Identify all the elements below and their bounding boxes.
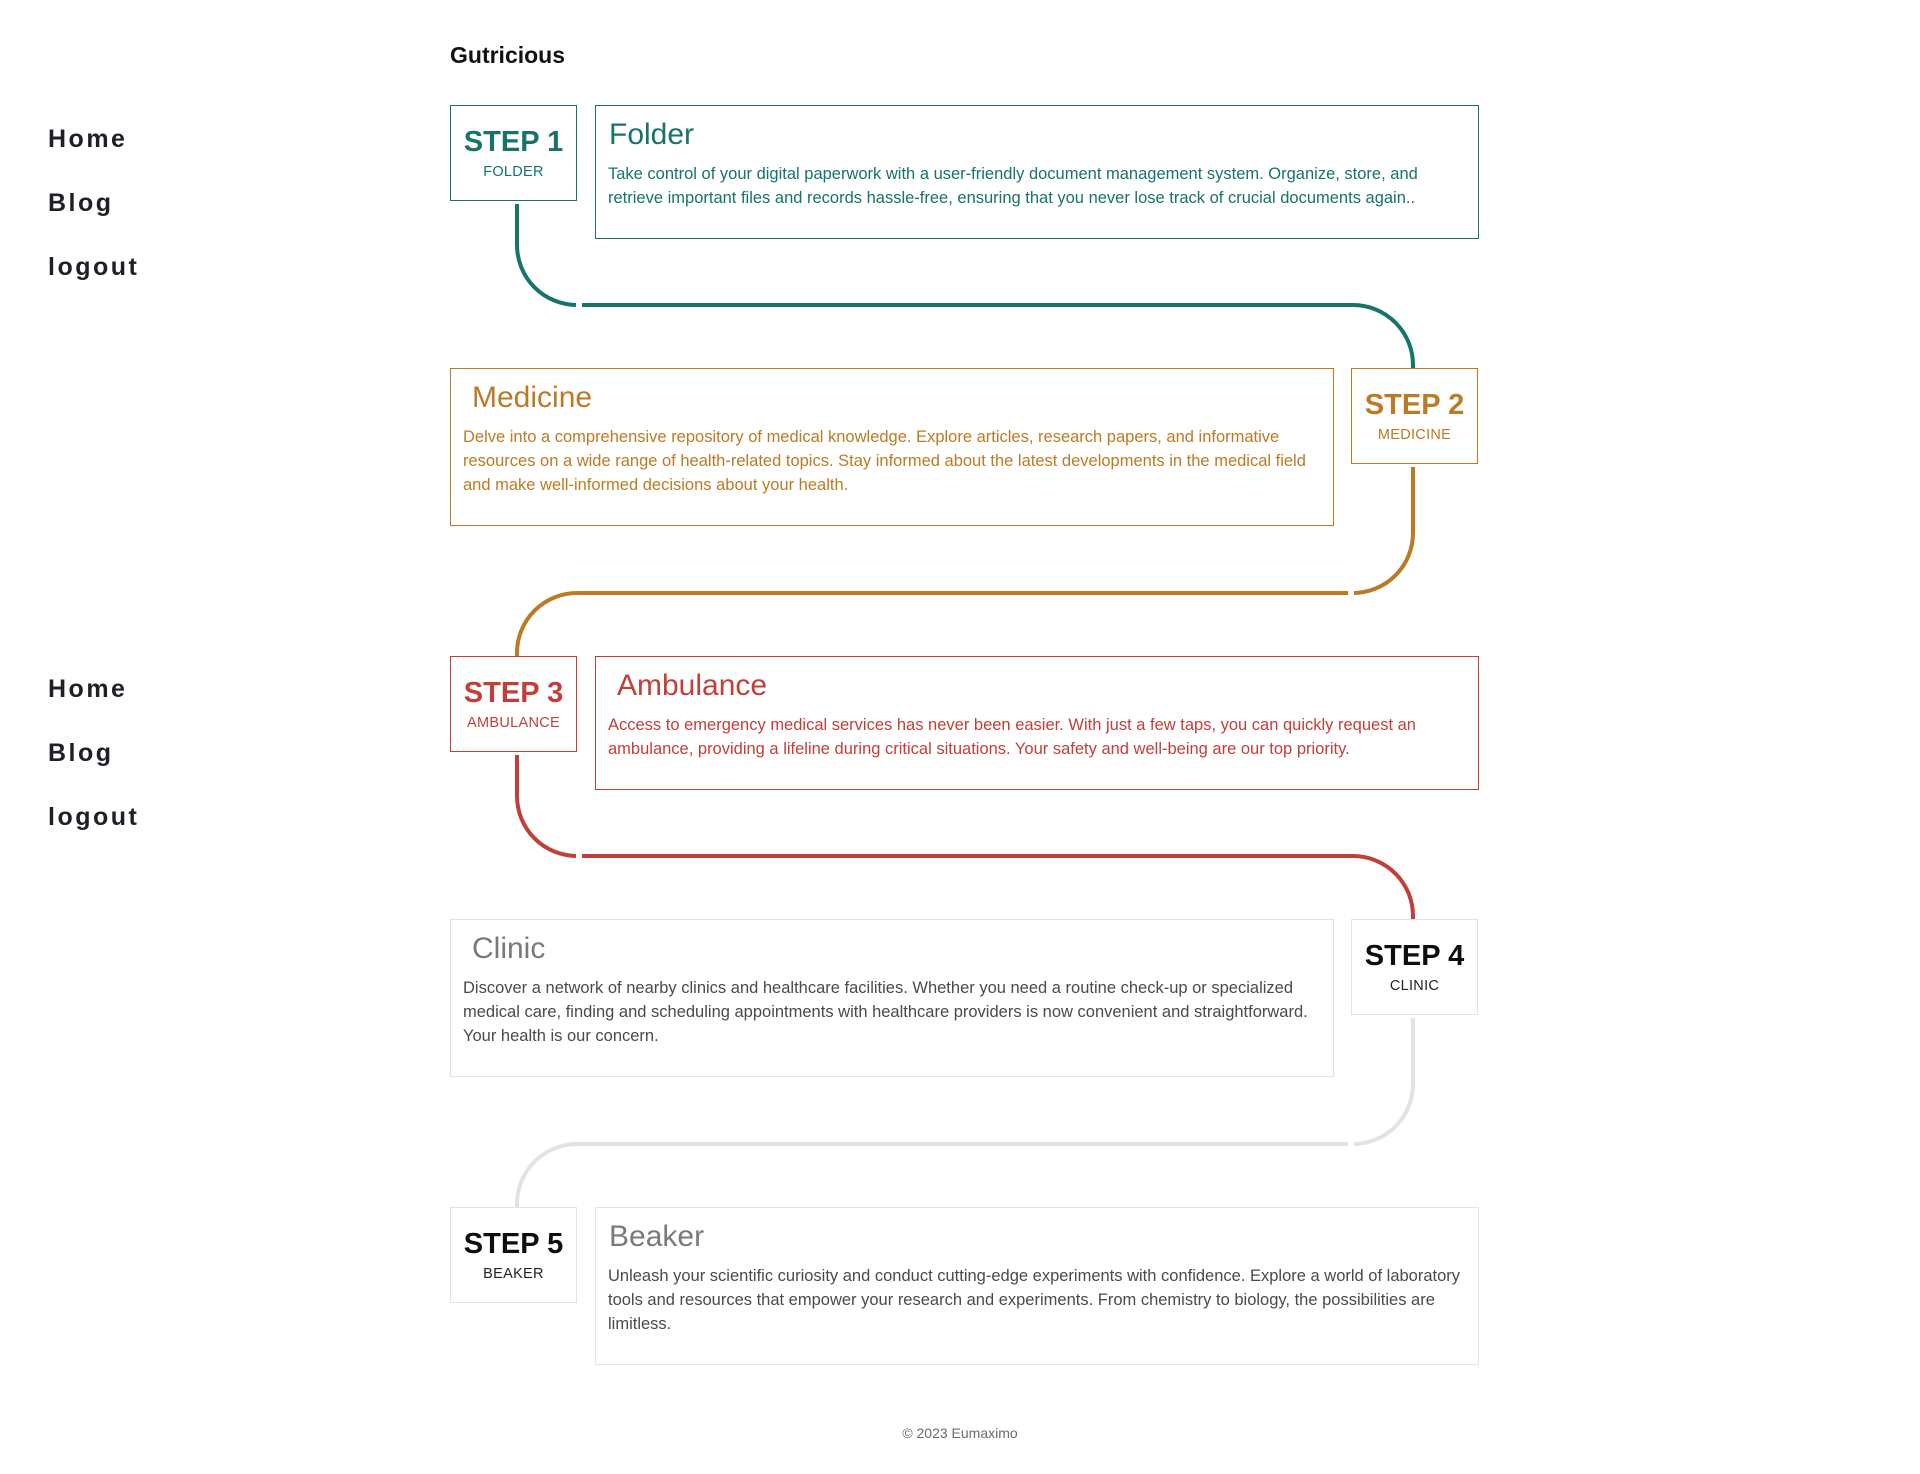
step-5-label: BEAKER xyxy=(483,1266,544,1282)
nav-blog-link-duplicate[interactable]: Blog xyxy=(48,739,114,767)
clinic-card[interactable] xyxy=(450,919,1334,1077)
ambulance-card-description: Access to emergency medical services has never been easier. With just a few taps, you can quickly request an ambulance, providing a lifeline during critical situations. Your safety and well-being are our top priority. xyxy=(608,716,1416,758)
step-1-number: STEP 1 xyxy=(463,126,564,158)
step-3-badge[interactable] xyxy=(450,656,577,752)
ambulance-card-title: Ambulance xyxy=(617,669,768,702)
step-4-number: STEP 4 xyxy=(1364,940,1465,972)
medicine-card-title: Medicine xyxy=(472,381,593,414)
medicine-card-description: Delve into a comprehensive repository of medical knowledge. Explore articles, research papers, and informative resources on a wide range of health-related topics. Stay informed about the latest developments in the medical field and make well-informed decisions about your health. xyxy=(463,428,1306,494)
beaker-card-description: Unleash your scientific curiosity and conduct cutting-edge experiments with confidence. Explore a world of laboratory tools and resources that empower your research and experiments. From chemistry to biology, the possibilities are limitless. xyxy=(608,1267,1461,1333)
step-1-label: FOLDER xyxy=(483,164,544,180)
step-1-badge[interactable] xyxy=(450,105,577,201)
step-5-badge[interactable] xyxy=(450,1207,577,1303)
step-4-label: CLINIC xyxy=(1389,978,1440,994)
folder-card-title: Folder xyxy=(609,118,695,151)
step-3-number: STEP 3 xyxy=(463,677,564,709)
sidebar-nav-duplicate xyxy=(48,675,140,831)
folder-card-description: Take control of your digital paperwork with a user-friendly document management system. Organize, store, and retrieve important files and records hassle-free, ensuring that you never lose track of crucial documents again.. xyxy=(608,165,1418,207)
clinic-card-description: Discover a network of nearby clinics and healthcare facilities. Whether you need a routine check-up or specialized medical care, finding and scheduling appointments with healthcare providers is now convenient and straightforward. Your health is our concern. xyxy=(463,979,1308,1045)
beaker-card[interactable] xyxy=(595,1207,1479,1365)
folder-card[interactable] xyxy=(595,105,1479,239)
nav-home-link[interactable]: Home xyxy=(48,125,128,153)
step-2-number: STEP 2 xyxy=(1364,389,1465,421)
ambulance-card[interactable] xyxy=(595,656,1479,790)
footer-copyright: © 2023 Eumaximo xyxy=(902,1425,1018,1441)
nav-home-link-duplicate[interactable]: Home xyxy=(48,675,128,703)
clinic-card-title: Clinic xyxy=(472,932,546,965)
beaker-card-title: Beaker xyxy=(609,1220,705,1253)
nav-logout-link-duplicate[interactable]: logout xyxy=(48,803,140,831)
sidebar-nav xyxy=(48,124,139,316)
step-5-number: STEP 5 xyxy=(463,1228,564,1260)
step-3-label: AMBULANCE xyxy=(467,715,560,731)
step-2-badge[interactable] xyxy=(1351,368,1478,464)
nav-logout-link[interactable]: logout xyxy=(48,253,140,281)
brand-title: Gutricious xyxy=(450,42,566,68)
step-2-label: MEDICINE xyxy=(1377,427,1452,443)
medicine-card[interactable] xyxy=(450,368,1334,526)
nav-blog-link[interactable]: Blog xyxy=(48,189,114,217)
step-4-badge[interactable] xyxy=(1351,919,1478,1015)
